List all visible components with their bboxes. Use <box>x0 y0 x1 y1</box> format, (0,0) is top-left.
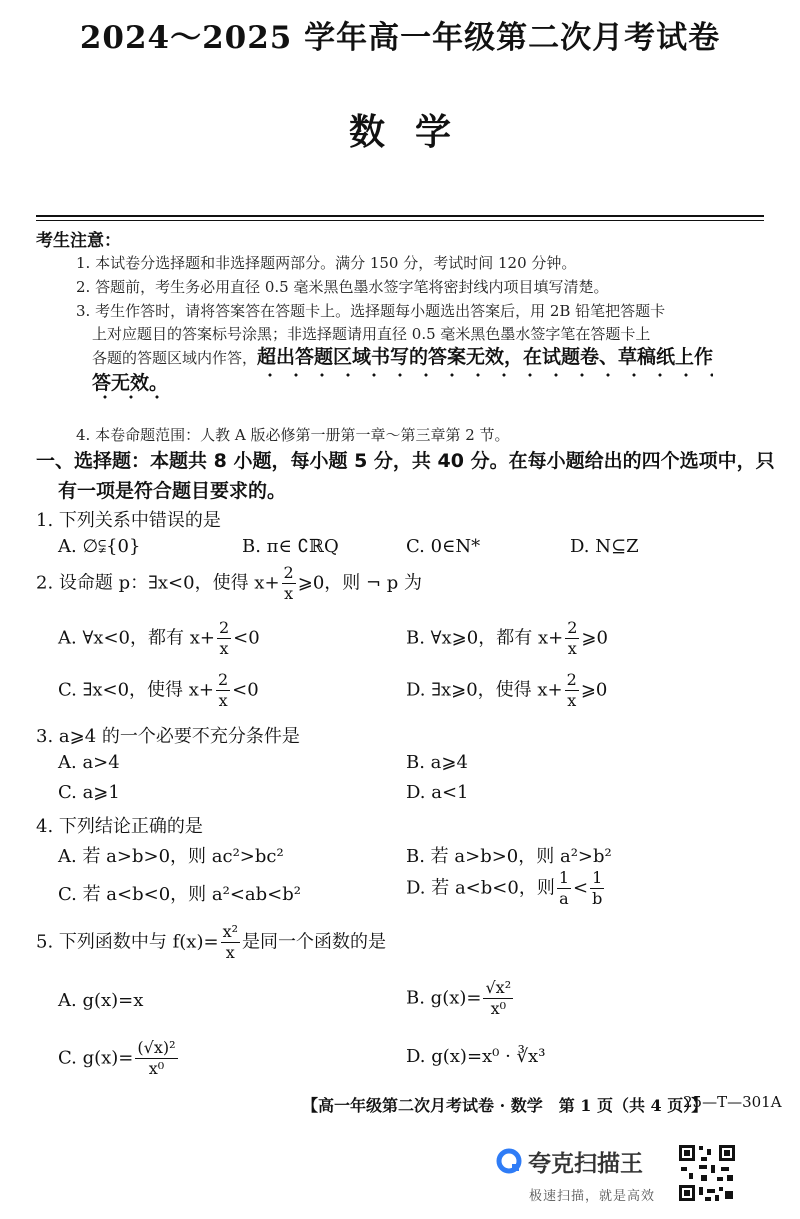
fraction-1-over-b <box>590 870 604 907</box>
question-3-option-a: A. a>4 <box>58 752 120 773</box>
fraction-denominator: x <box>225 943 235 962</box>
option-c-pre: C. ∃x<0，使得 x+ <box>58 679 214 701</box>
fraction-x2-over-x <box>221 924 240 961</box>
question-5-option-a: A. g(x)=x <box>58 990 144 1011</box>
notice-item-3-line-3-normal: 各题的答题区域内作答， <box>92 349 258 367</box>
question-4-option-d <box>406 870 606 907</box>
question-1-option-b: B. π∈ ∁ℝQ <box>242 536 339 557</box>
emphasis-dots <box>257 373 713 377</box>
option-b-post: ⩾0 <box>581 627 608 649</box>
fraction-sqrtx-squared-over-x0 <box>135 1040 177 1077</box>
notice-heading: 考生注意： <box>36 231 121 251</box>
paper-code: 25—T—301A <box>683 1093 782 1111</box>
question-5-option-d: D. g(x)=x⁰ · ∛x³ <box>406 1046 546 1067</box>
notice-emphasis-text: 超出答题区域书写的答案无效，在试题卷、草稿纸上作 <box>257 346 714 368</box>
question-3-option-b: B. a⩾4 <box>406 752 468 773</box>
question-2-option-d <box>406 672 607 709</box>
fraction-denominator: x <box>218 691 228 710</box>
quark-logo-icon <box>496 1148 522 1174</box>
less-than-sign: < <box>573 877 589 899</box>
question-1-option-d: D. N⊆Z <box>570 536 639 557</box>
option-d-pre: D. 若 a<b<0，则 <box>406 877 555 899</box>
option-a-pre: A. ∀x<0，都有 x+ <box>58 627 215 649</box>
option-d-post: ⩾0 <box>580 679 608 701</box>
option-c-post: <0 <box>232 679 259 701</box>
question-5-stem-post: 是同一个函数的是 <box>242 931 386 953</box>
fraction-denominator: x⁰ <box>148 1059 165 1078</box>
header-rule-thin <box>36 220 764 221</box>
scanner-brand: 夸克扫描王 <box>528 1151 643 1177</box>
notice-item-1: 1. 本试卷分选择题和非选择题两部分。满分 150 分，考试时间 120 分钟。 <box>76 254 577 272</box>
question-3-stem: 3. a⩾4 的一个必要不充分条件是 <box>36 726 300 747</box>
scanner-tagline: 极速扫描，就是高效 <box>529 1189 656 1204</box>
page-footer: 【高一年级第二次月考试卷 · 数学 第 1 页（共 4 页）】 <box>302 1096 708 1115</box>
fraction-numerator: x² <box>222 922 238 941</box>
question-2-option-a <box>58 620 260 657</box>
fraction-denominator: x <box>219 639 229 658</box>
fraction-sqrt-x2-over-x0 <box>483 980 513 1017</box>
fraction-denominator: a <box>559 889 569 908</box>
question-4-stem: 4. 下列结论正确的是 <box>36 816 203 837</box>
fraction-2-over-x <box>282 565 296 602</box>
header-rule-thick <box>36 215 764 217</box>
question-4-option-a: A. 若 a>b>0，则 ac²>bc² <box>58 846 284 867</box>
fraction-denominator: x <box>567 639 577 658</box>
question-1-option-a: A. ∅⫋{0} <box>58 536 141 557</box>
fraction-denominator: x⁰ <box>490 999 507 1018</box>
fraction-numerator: 2 <box>218 618 230 637</box>
emphasis-dots-2 <box>92 395 168 399</box>
notice-item-3-line-4 <box>92 368 168 395</box>
question-3-option-d: D. a<1 <box>406 782 469 803</box>
fraction-numerator: (√x)² <box>137 1038 176 1057</box>
question-2-stem <box>36 565 422 602</box>
fraction-numerator: 1 <box>590 870 604 889</box>
question-5-stem-pre: 5. 下列函数中与 f(x)= <box>36 931 219 953</box>
question-1-option-c: C. 0∈N* <box>406 536 481 557</box>
fraction-denominator: x <box>567 691 577 710</box>
option-c-pre: C. g(x)= <box>58 1047 134 1069</box>
question-2-stem-post: ⩾0，则 ¬ p 为 <box>297 572 423 594</box>
notice-item-3-line-1: 3. 考生作答时，请将答案答在答题卡上。选择题每小题选出答案后，用 2B 铅笔把答题卡 <box>76 302 666 320</box>
fraction-2-over-x <box>565 672 579 709</box>
question-2-stem-pre: 2. 设命题 p：∃x<0，使得 x+ <box>36 572 280 594</box>
question-5-stem <box>36 924 386 961</box>
option-d-pre: D. ∃x⩾0，使得 x+ <box>406 679 563 701</box>
question-3-option-c: C. a⩾1 <box>58 782 120 803</box>
section-1-instructions-line-1: 一、选择题：本题共 8 小题，每小题 5 分，共 40 分。在每小题给出的四个选项中，只 <box>36 450 775 472</box>
notice-item-3-line-4-text: 答无效。 <box>92 372 169 394</box>
question-5-option-c <box>58 1040 180 1077</box>
fraction-numerator: √x² <box>485 978 512 997</box>
fraction-2-over-x <box>565 620 579 657</box>
question-1-stem: 1. 下列关系中错误的是 <box>36 510 221 531</box>
exam-title: 2024～2025 学年高一年级第二次月考试卷 <box>79 20 721 56</box>
notice-item-3-line-2: 上对应题目的答案标号涂黑；非选择题请用直径 0.5 毫米黑色墨水签字笔在答题卡上 <box>92 325 651 343</box>
fraction-numerator: 1 <box>558 868 570 887</box>
fraction-numerator: 2 <box>566 670 577 689</box>
question-5-option-b <box>406 980 515 1017</box>
option-b-pre: B. ∀x⩾0，都有 x+ <box>406 627 564 649</box>
fraction-2-over-x <box>217 620 231 657</box>
fraction-denominator: b <box>592 889 603 908</box>
fraction-numerator: 2 <box>283 563 294 582</box>
question-4-option-b: B. 若 a>b>0，则 a²>b² <box>406 846 612 867</box>
question-2-option-b <box>406 620 608 657</box>
option-a-post: <0 <box>233 627 260 649</box>
subject-title: 数学 <box>348 111 481 153</box>
section-1-instructions-line-2: 有一项是符合题目要求的。 <box>58 480 287 502</box>
notice-emphasis <box>257 346 713 368</box>
fraction-1-over-a <box>557 870 571 907</box>
fraction-numerator: 2 <box>567 618 578 637</box>
fraction-numerator: 2 <box>217 670 229 689</box>
question-4-option-c: C. 若 a<b<0，则 a²<ab<b² <box>58 884 301 905</box>
notice-item-3-line-3 <box>92 342 713 369</box>
fraction-denominator: x <box>284 584 294 603</box>
notice-item-4: 4. 本卷命题范围：人教 A 版必修第一册第一章～第三章第 2 节。 <box>76 426 510 444</box>
notice-item-2: 2. 答题前，考生务必用直径 0.5 毫米黑色墨水签字笔将密封线内项目填写清楚。 <box>76 278 609 296</box>
question-2-option-c <box>58 672 259 709</box>
qr-code-icon <box>677 1143 737 1203</box>
option-b-pre: B. g(x)= <box>406 987 482 1009</box>
fraction-2-over-x <box>216 672 230 709</box>
